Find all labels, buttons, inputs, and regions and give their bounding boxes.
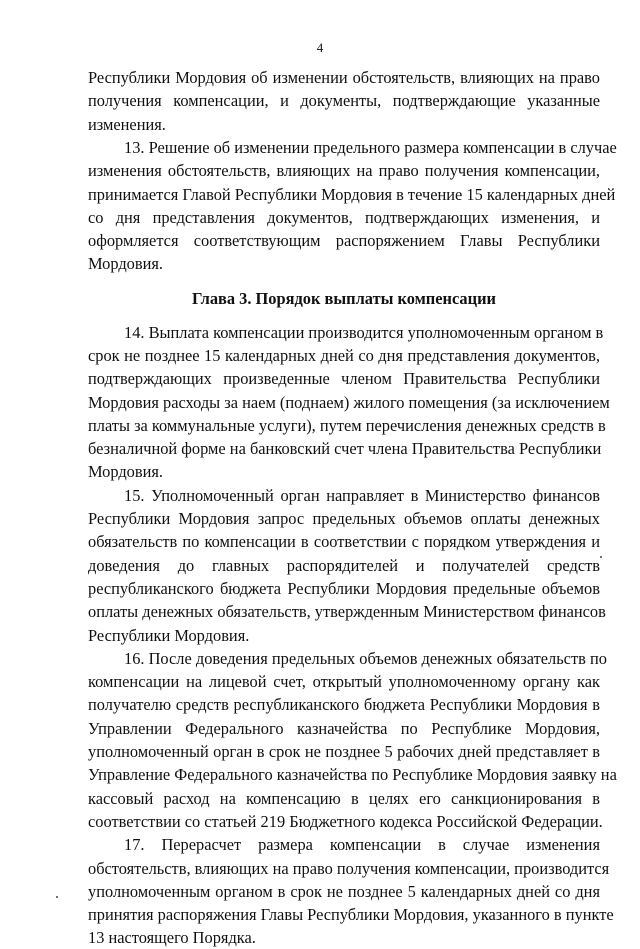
paragraph-17-line: уполномоченным органом в срок не позднее 5 календарных дней со дня — [88, 882, 600, 901]
paragraph-15-line: республиканского бюджета Республики Мордовия предельные объемов — [88, 579, 600, 598]
paragraph-13-line: 13. Решение об изменении предельного размера компенсации в случае — [124, 138, 617, 157]
paragraph-16-line: Управлении Федерального казначейства по Республике Мордовия, — [88, 719, 600, 738]
scan-speck — [56, 896, 58, 898]
paragraph-15-line: оплаты денежных обязательств, утвержденным Министерством финансов — [88, 602, 606, 621]
paragraph-17-line: принятия распоряжения Главы Республики Мордовия, указанного в пункте — [88, 905, 614, 924]
paragraph-line: изменения. — [88, 115, 166, 134]
paragraph-16-line: Управление Федерального казначейства по Республике Мордовия заявку на — [88, 765, 617, 784]
paragraph-16-line: уполномоченный орган в срок не позднее 5 рабочих дней представляет в — [88, 742, 600, 761]
chapter-heading: Глава 3. Порядок выплаты компенсации — [192, 288, 496, 308]
paragraph-16-line: кассовый расход на компенсацию в целях его санкционирования в — [88, 789, 600, 808]
paragraph-16-line: компенсации на лицевой счет, открытый уполномоченному органу как — [88, 672, 600, 691]
paragraph-17-line: обстоятельств, влияющих на право получения компенсации, производится — [88, 859, 610, 878]
paragraph-14-line: безналичной форме на банковский счет члена Правительства Республики — [88, 439, 602, 458]
paragraph-13-line: изменения обстоятельств, влияющих на право получения компенсации, — [88, 161, 600, 180]
paragraph-16-line: получателю средств республиканского бюджета Республики Мордовия в — [88, 695, 600, 714]
paragraph-14-line: платы за коммунальные услуги), путем перечисления денежных средств в — [88, 416, 606, 435]
paragraph-17-line: 17. Перерасчет размера компенсации в случае изменения — [124, 835, 600, 854]
paragraph-14-line: Мордовия расходы за наем (поднаем) жилого помещения (за исключением — [88, 393, 610, 412]
paragraph-14-line: подтверждающих произведенные членом Правительства Республики — [88, 369, 600, 388]
paragraph-15-line: 15. Уполномоченный орган направляет в Министерство финансов — [124, 486, 600, 505]
paragraph-13-line: принимается Главой Республики Мордовия в течение 15 календарных дней — [88, 185, 616, 204]
paragraph-line: Республики Мордовия об изменении обстоятельств, влияющих на право — [88, 68, 600, 87]
paragraph-13-line: оформляется соответствующим распоряжением Главы Республики — [88, 231, 600, 250]
paragraph-13-line: со дня представления документов, подтверждающих изменения, и — [88, 208, 600, 227]
scan-speck — [600, 556, 602, 558]
paragraph-14-line: срок не позднее 15 календарных дней со дня представления документов, — [88, 346, 600, 365]
paragraph-15-line: Республики Мордовия запрос предельных объемов оплаты денежных — [88, 509, 600, 528]
paragraph-14-line: 14. Выплата компенсации производится уполномоченным органом в — [124, 323, 604, 342]
paragraph-16-line: соответствии со статьей 219 Бюджетного кодекса Российской Федерации. — [88, 812, 603, 831]
paragraph-15-line: Республики Мордовия. — [88, 626, 250, 645]
paragraph-line: получения компенсации, и документы, подтверждающие указанные — [88, 91, 600, 110]
page-number: 4 — [316, 40, 324, 55]
paragraph-17-line: 13 настоящего Порядка. — [88, 928, 256, 947]
paragraph-15-line: обязательств по компенсации в соответствии с порядком утверждения и — [88, 532, 600, 551]
paragraph-13-line: Мордовия. — [88, 254, 164, 273]
paragraph-16-line: 16. После доведения предельных объемов денежных обязательств по — [124, 649, 607, 668]
paragraph-14-line: Мордовия. — [88, 462, 164, 481]
paragraph-15-line: доведения до главных распорядителей и получателей средств — [88, 556, 600, 575]
